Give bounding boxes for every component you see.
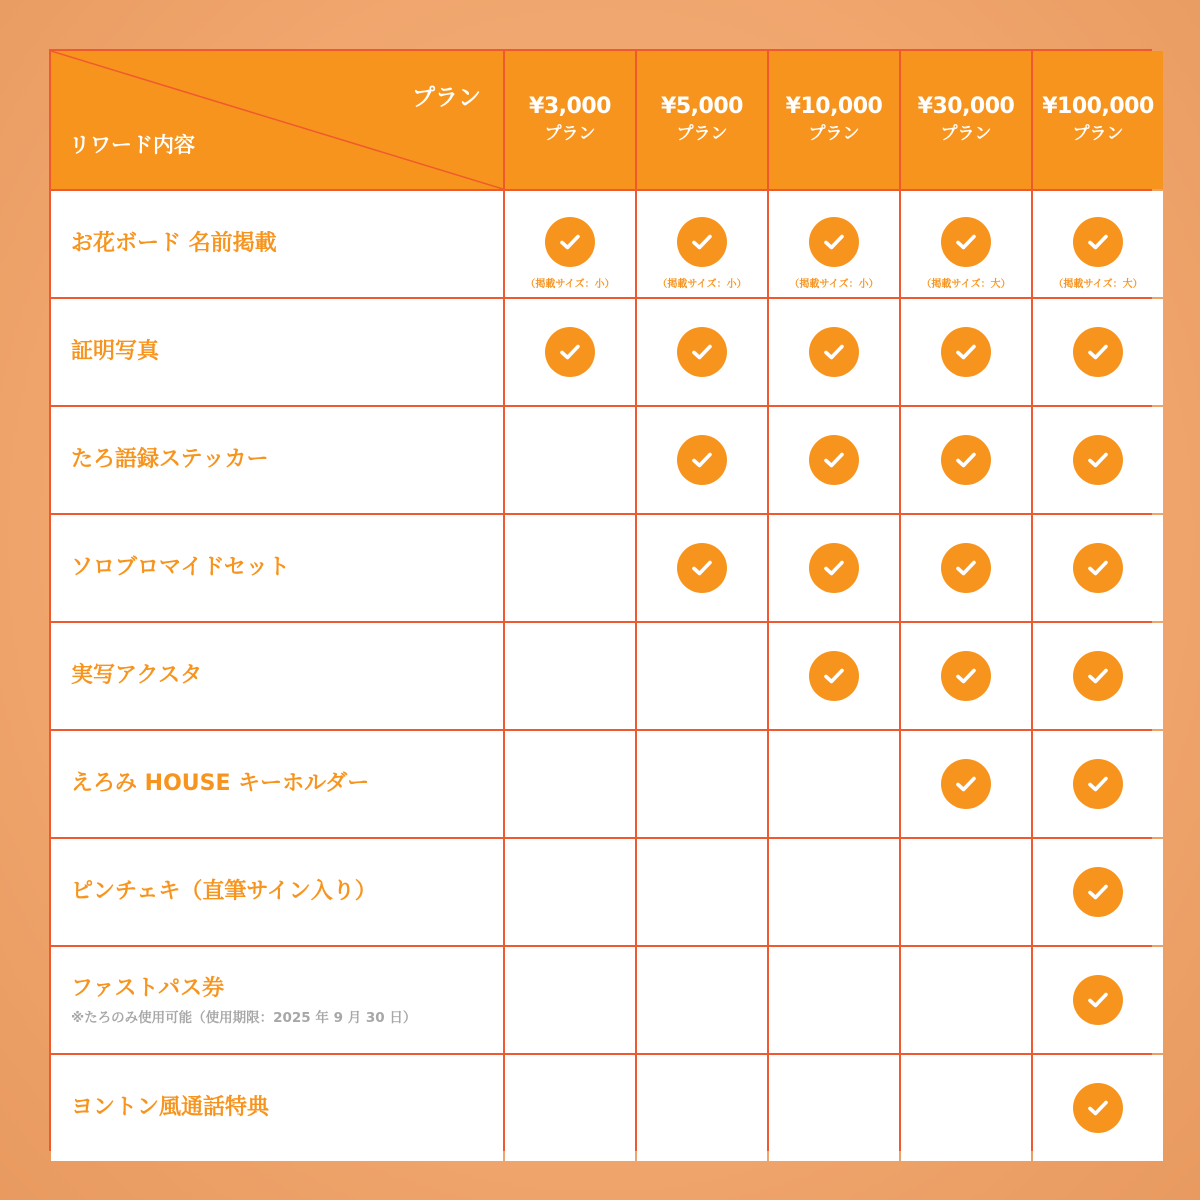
- empty-cell: [505, 947, 635, 1053]
- empty-cell: [769, 731, 899, 837]
- empty-cell: [637, 623, 767, 729]
- reward-cell: [51, 1055, 503, 1161]
- reward-cell: [51, 623, 503, 729]
- plan-label: プラン: [544, 124, 596, 144]
- plan-header: [505, 51, 635, 189]
- reward-cell: [51, 731, 503, 837]
- included-cell: [769, 623, 899, 729]
- reward-cell: [51, 515, 503, 621]
- reward-label: たろ語録ステッカー: [71, 447, 269, 472]
- included-cell: [901, 731, 1031, 837]
- empty-cell: [901, 1055, 1031, 1161]
- included-cell: [1033, 947, 1163, 1053]
- empty-cell: [637, 1055, 767, 1161]
- included-cell: [505, 299, 635, 405]
- empty-cell: [505, 731, 635, 837]
- reward-label: 実写アクスタ: [71, 663, 203, 688]
- check-circle-icon: [1073, 543, 1123, 593]
- check-circle-icon: [809, 327, 859, 377]
- reward-label: ファストパス券: [71, 976, 225, 1001]
- size-note: （掲載サイズ：小）: [789, 278, 879, 290]
- check-circle-icon: [1073, 975, 1123, 1025]
- reward-note: ※たろのみ使用可能（使用期限：2025 年 9 月 30 日）: [71, 1010, 417, 1026]
- included-cell: [769, 515, 899, 621]
- plan-header: [1033, 51, 1163, 189]
- empty-cell: [769, 839, 899, 945]
- reward-label: 証明写真: [71, 339, 160, 364]
- size-note: （掲載サイズ：小）: [525, 278, 615, 290]
- included-cell: [901, 191, 1031, 297]
- included-cell: [505, 191, 635, 297]
- check-circle-icon: [941, 759, 991, 809]
- included-cell: [1033, 839, 1163, 945]
- plan-price: ¥3,000: [529, 94, 611, 119]
- reward-axis-label: リワード内容: [69, 133, 195, 157]
- reward-cell: [51, 947, 503, 1053]
- reward-label: えろみ HOUSE キーホルダー: [71, 771, 370, 796]
- plan-label: プラン: [940, 124, 992, 144]
- check-circle-icon: [941, 435, 991, 485]
- included-cell: [637, 515, 767, 621]
- reward-cell: [51, 299, 503, 405]
- check-circle-icon: [1073, 651, 1123, 701]
- empty-cell: [637, 839, 767, 945]
- check-circle-icon: [1073, 759, 1123, 809]
- empty-cell: [505, 623, 635, 729]
- included-cell: [901, 623, 1031, 729]
- check-circle-icon: [941, 543, 991, 593]
- included-cell: [769, 407, 899, 513]
- empty-cell: [505, 1055, 635, 1161]
- included-cell: [901, 407, 1031, 513]
- included-cell: [637, 407, 767, 513]
- plan-axis-label: プラン: [412, 85, 481, 111]
- plan-price: ¥100,000: [1042, 94, 1154, 119]
- included-cell: [1033, 407, 1163, 513]
- included-cell: [901, 515, 1031, 621]
- reward-label: ヨントン風通話特典: [71, 1095, 270, 1120]
- diagonal-divider: [51, 51, 503, 189]
- rewards-table: [49, 49, 1152, 1151]
- plan-label: プラン: [676, 124, 728, 144]
- plan-price: ¥5,000: [661, 94, 743, 119]
- included-cell: [901, 299, 1031, 405]
- check-circle-icon: [677, 435, 727, 485]
- plan-price: ¥30,000: [917, 94, 1015, 119]
- reward-cell: [51, 839, 503, 945]
- reward-cell: [51, 407, 503, 513]
- included-cell: [769, 299, 899, 405]
- check-circle-icon: [941, 327, 991, 377]
- empty-cell: [769, 1055, 899, 1161]
- check-circle-icon: [1073, 435, 1123, 485]
- check-circle-icon: [809, 217, 859, 267]
- check-circle-icon: [809, 651, 859, 701]
- included-cell: [1033, 191, 1163, 297]
- included-cell: [1033, 731, 1163, 837]
- empty-cell: [505, 407, 635, 513]
- reward-label: お花ボード 名前掲載: [71, 231, 277, 256]
- check-circle-icon: [941, 217, 991, 267]
- check-circle-icon: [809, 543, 859, 593]
- check-circle-icon: [545, 217, 595, 267]
- plan-header: [637, 51, 767, 189]
- included-cell: [1033, 515, 1163, 621]
- plan-header: [901, 51, 1031, 189]
- plan-label: プラン: [808, 124, 860, 144]
- empty-cell: [505, 515, 635, 621]
- empty-cell: [901, 947, 1031, 1053]
- empty-cell: [901, 839, 1031, 945]
- empty-cell: [637, 731, 767, 837]
- included-cell: [1033, 1055, 1163, 1161]
- check-circle-icon: [677, 217, 727, 267]
- included-cell: [637, 191, 767, 297]
- check-circle-icon: [941, 651, 991, 701]
- check-circle-icon: [677, 327, 727, 377]
- plan-header: [769, 51, 899, 189]
- empty-cell: [505, 839, 635, 945]
- check-circle-icon: [809, 435, 859, 485]
- size-note: （掲載サイズ：小）: [657, 278, 747, 290]
- reward-cell: [51, 191, 503, 297]
- plan-price: ¥10,000: [785, 94, 883, 119]
- included-cell: [637, 299, 767, 405]
- empty-cell: [637, 947, 767, 1053]
- reward-label: ソロブロマイドセット: [71, 555, 290, 580]
- included-cell: [1033, 623, 1163, 729]
- included-cell: [1033, 299, 1163, 405]
- check-circle-icon: [1073, 217, 1123, 267]
- size-note: （掲載サイズ：大）: [1053, 278, 1143, 290]
- plan-label: プラン: [1072, 124, 1124, 144]
- included-cell: [769, 191, 899, 297]
- table-corner-header: [51, 51, 503, 189]
- empty-cell: [769, 947, 899, 1053]
- check-circle-icon: [677, 543, 727, 593]
- check-circle-icon: [1073, 1083, 1123, 1133]
- check-circle-icon: [1073, 867, 1123, 917]
- check-circle-icon: [1073, 327, 1123, 377]
- reward-label: ピンチェキ（直筆サイン入り）: [71, 879, 377, 904]
- size-note: （掲載サイズ：大）: [921, 278, 1011, 290]
- check-circle-icon: [545, 327, 595, 377]
